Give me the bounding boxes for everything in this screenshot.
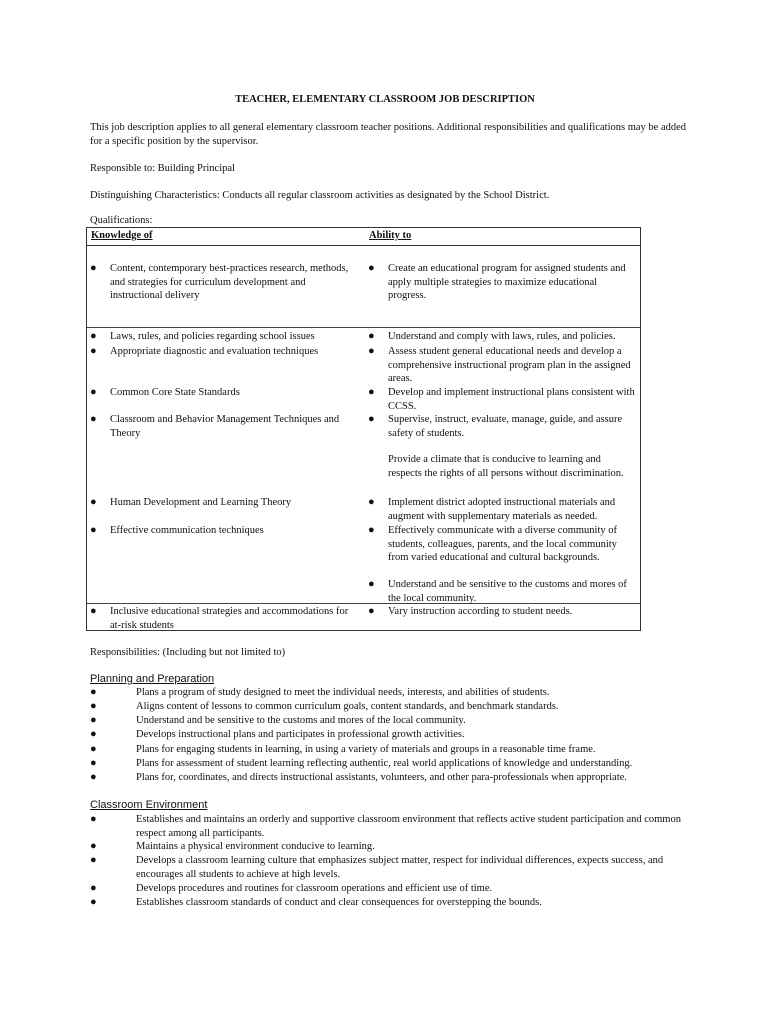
responsibilities-label: Responsibilities: (Including but not limited to) bbox=[90, 647, 286, 658]
bullet-icon: ● bbox=[368, 413, 375, 425]
bullet-icon: ● bbox=[368, 605, 375, 617]
bullet-icon: ● bbox=[368, 578, 375, 590]
bullet-icon: ● bbox=[90, 813, 97, 825]
bullet-icon: ● bbox=[90, 345, 97, 357]
bullet-icon: ● bbox=[90, 330, 97, 342]
knowledge-header: Knowledge of bbox=[91, 230, 153, 241]
bullet-icon: ● bbox=[90, 771, 97, 783]
bullet-icon: ● bbox=[90, 700, 97, 712]
row-divider bbox=[87, 327, 640, 328]
bullet-icon: ● bbox=[90, 413, 97, 425]
bullet-icon: ● bbox=[368, 262, 375, 274]
bullet-icon: ● bbox=[90, 896, 97, 908]
environment-heading: Classroom Environment bbox=[90, 799, 208, 811]
bullet-icon: ● bbox=[90, 743, 97, 755]
document-title: TEACHER, ELEMENTARY CLASSROOM JOB DESCRIPTION bbox=[235, 94, 535, 105]
qualifications-table: Knowledge of Ability to ● Content, contemporary best-practices research, methods, and strategies for curriculum development and instructional delivery ● Laws, rules, and policies regarding school issues ● Appropriate diagnostic and evaluation techniques ● Common Core State Standards ● Classroom and Behavior Management Techniques and Theory ● Human Development and Learning Theory ● Effective communication techniques ● Inclusive educational strategies and accommodations for at-risk students ● Create an educational program for assigned students and apply multiple strategies to maximize educational progress. ● Understand and comply with laws, rules, and policies. ● Assess student general educational needs and develop a comprehensive instructional program plan in the assigned areas. ● Develop and implement instructional plans consistent with CCSS. ● Supervise, instruct, evaluate, manage, guide, and assure safety of students. Provide a climate that is conducive to learning and respects the rights of all persons without discrimination. ● Implement district adopted instructional materials and augment with supplementary materials as needed. ● Effectively communicate with a diverse community of students, colleagues, parents, and the local community from varied educational and cultural backgrounds. ● Understand and be sensitive to the customs and mores of the local community. ● Vary instruction according to student needs. bbox=[86, 227, 641, 631]
document-page: TEACHER, ELEMENTARY CLASSROOM JOB DESCRIPTION This job description applies to all general elementary classroom teacher positions. Additional responsibilities and qualifications may be added for a specific position by the supervisor. Responsible to: Building Principal Distinguishing Characteristics: Conducts all regular classroom activities as designated by the School District. Qualifications: Knowledge of Ability to ● Content, contemporary best-practices research, methods, and strategies for curriculum development and instructional delivery ● Laws, rules, and policies regarding school issues ● Appropriate diagnostic and evaluation techniques ● Common Core State Standards ● Classroom and Behavior Management Techniques and Theory ● Human Development and Learning Theory ● Effective communication techniques ● Inclusive educational strategies and accommodations for at-risk students ● Create an educational program for assigned students and apply multiple strategies to maximize educational progress. ● Understand and comply with laws, rules, and policies. ● Assess student general educational needs and develop a comprehensive instructional program plan in the assigned areas. ● Develop and implement instructional plans consistent with CCSS. ● Supervise, instruct, evaluate, manage, guide, and assure safety of students. Provide a climate that is conducive to learning and respects the rights of all persons without discrimination. ● Implement district adopted instructional materials and augment with supplementary materials as needed. ● Effectively communicate with a diverse community of students, colleagues, parents, and the local community from varied educational and cultural backgrounds. ● Understand and be sensitive to the customs and mores of the local community. ● Vary instruction according to student needs. Responsibilities: (Including but not limited to) Planning and Preparation ● Plans a program of study designed to meet the individual needs, interests, and abilities of students. ● Aligns content of lessons to common curriculum goals, content standards, and benchmark standards. ● Understand and be sensitive to the customs and mores of the local community. ● Develops instructional plans and participates in professional growth activities. ● Plans for engaging students in learning, in using a variety of materials and groups in a reasonable time frame. ● Plans for assessment of student learning reflecting authentic, real world applications of knowledge and understanding. ● Plans for, coordinates, and directs instructional assistants, volunteers, and other para-professionals when appropriate. Classroom Environment ● Establishes and maintains an orderly and supportive classroom environment that reflects active student participation and common respect among all participants. ● Maintains a physical environment conducive to learning. ● Develops a classroom learning culture that emphasizes subject matter, respect for individual differences, expects success, and encourages all students to achieve at high levels. ● Develops procedures and routines for classroom operations and efficient use of time. ● Establishes classroom standards of conduct and clear consequences for overstepping the bounds. bbox=[0, 0, 770, 1024]
bullet-icon: ● bbox=[90, 840, 97, 852]
intro-paragraph: This job description applies to all general elementary classroom teacher positions. Additional responsibilities and qualifications may be added for a specific position by the supervisor. bbox=[90, 122, 687, 147]
bullet-icon: ● bbox=[368, 330, 375, 342]
bullet-icon: ● bbox=[90, 524, 97, 536]
planning-heading: Planning and Preparation bbox=[90, 673, 215, 685]
bullet-icon: ● bbox=[90, 854, 97, 866]
ability-header: Ability to bbox=[369, 230, 412, 241]
bullet-icon: ● bbox=[90, 386, 97, 398]
qualifications-label: Qualifications: bbox=[90, 215, 153, 226]
bullet-icon: ● bbox=[368, 345, 375, 357]
bullet-icon: ● bbox=[368, 496, 375, 508]
bullet-icon: ● bbox=[90, 882, 97, 894]
bullet-icon: ● bbox=[90, 757, 97, 769]
bullet-icon: ● bbox=[90, 262, 97, 274]
bullet-icon: ● bbox=[368, 524, 375, 536]
bullet-icon: ● bbox=[90, 714, 97, 726]
bullet-icon: ● bbox=[90, 728, 97, 740]
responsible-to: Responsible to: Building Principal bbox=[90, 163, 235, 174]
header-divider bbox=[87, 245, 640, 246]
bullet-icon: ● bbox=[90, 686, 97, 698]
bullet-icon: ● bbox=[90, 605, 97, 617]
distinguishing-characteristics: Distinguishing Characteristics: Conducts all regular classroom activities as designated by the School District. bbox=[90, 190, 550, 201]
bullet-icon: ● bbox=[368, 386, 375, 398]
bullet-icon: ● bbox=[90, 496, 97, 508]
